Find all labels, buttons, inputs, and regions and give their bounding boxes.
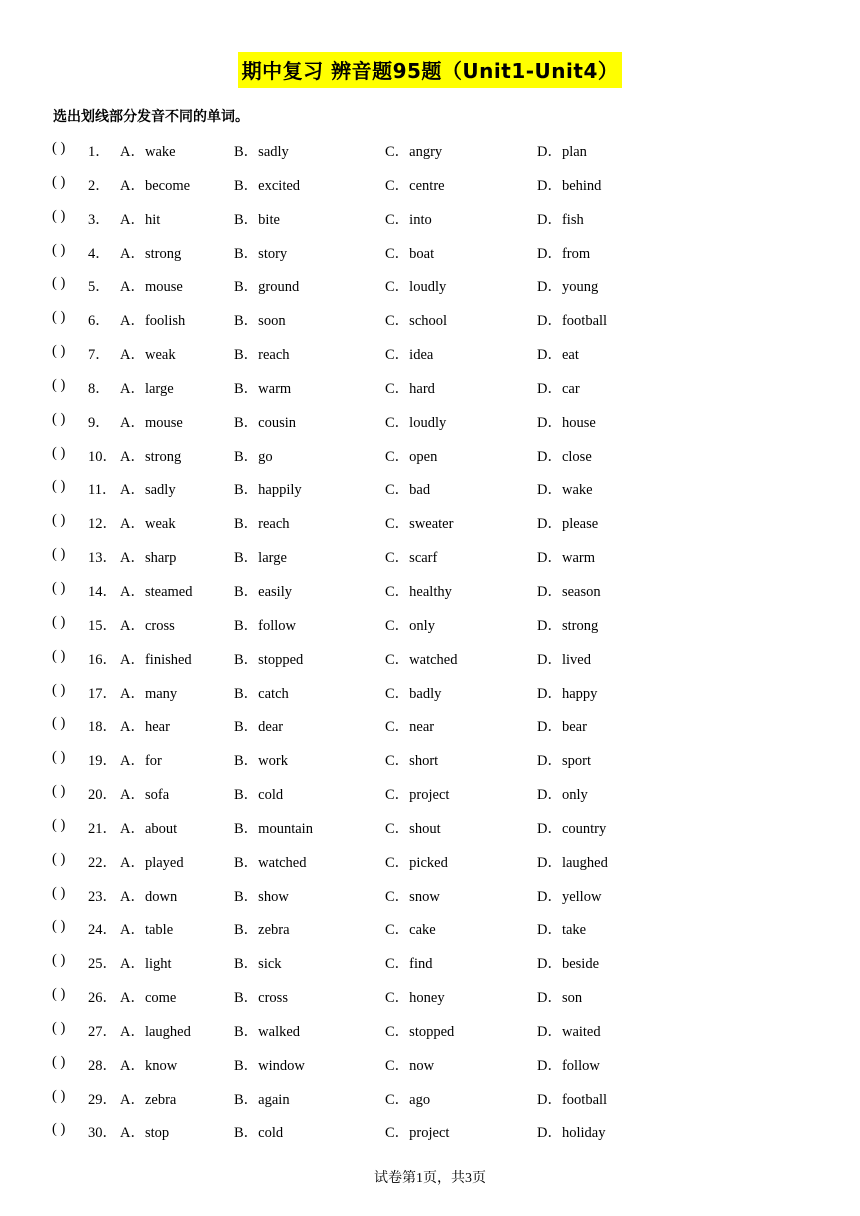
answer-blank[interactable]: ( ) bbox=[52, 647, 66, 664]
option-d: D．waited bbox=[537, 1023, 601, 1040]
answer-blank[interactable]: ( ) bbox=[52, 173, 66, 190]
option-d: D．please bbox=[537, 516, 599, 533]
option-d: D．holiday bbox=[537, 1125, 606, 1142]
answer-blank[interactable]: ( ) bbox=[52, 1087, 66, 1104]
option-c: C．now bbox=[385, 1057, 435, 1074]
answer-blank[interactable]: ( ) bbox=[52, 512, 66, 529]
option-b: B．mountain bbox=[234, 820, 313, 837]
option-a: A．weak bbox=[120, 347, 176, 364]
option-c: C．badly bbox=[385, 685, 442, 702]
question-row bbox=[0, 301, 860, 335]
answer-blank[interactable]: ( ) bbox=[52, 749, 66, 766]
option-c: C．centre bbox=[385, 177, 445, 194]
option-b: B．again bbox=[234, 1091, 290, 1108]
answer-blank[interactable]: ( ) bbox=[52, 986, 66, 1003]
option-d: D．follow bbox=[537, 1057, 600, 1074]
answer-blank[interactable]: ( ) bbox=[52, 343, 66, 360]
question-number: 13． bbox=[88, 550, 117, 567]
option-c: C．project bbox=[385, 787, 450, 804]
answer-blank[interactable]: ( ) bbox=[52, 478, 66, 495]
question-row bbox=[0, 1113, 860, 1147]
option-c: C．scarf bbox=[385, 550, 438, 567]
option-c: C．cake bbox=[385, 922, 436, 939]
answer-blank[interactable]: ( ) bbox=[52, 1121, 66, 1138]
answer-blank[interactable]: ( ) bbox=[52, 1019, 66, 1036]
option-b: B．easily bbox=[234, 583, 292, 600]
question-number: 1． bbox=[88, 144, 110, 160]
question-row bbox=[0, 1046, 860, 1080]
option-c: C．snow bbox=[385, 888, 440, 905]
instruction: 选出划线部分发音不同的单词。 bbox=[53, 109, 249, 125]
question-number: 20． bbox=[88, 787, 117, 804]
option-d: D．only bbox=[537, 787, 588, 804]
question-number: 3． bbox=[88, 211, 110, 228]
option-c: C．hard bbox=[385, 380, 435, 397]
answer-blank[interactable]: ( ) bbox=[52, 952, 66, 969]
option-a: A．sofa bbox=[120, 787, 170, 804]
option-d: D．plan bbox=[537, 144, 587, 160]
option-d: D．season bbox=[537, 583, 601, 600]
option-d: D．warm bbox=[537, 550, 595, 567]
option-d: D．behind bbox=[537, 177, 602, 194]
question-number: 22． bbox=[88, 854, 117, 871]
option-d: D．football bbox=[537, 313, 608, 330]
option-c: C．project bbox=[385, 1125, 450, 1142]
question-row bbox=[0, 234, 860, 268]
option-c: C．loudly bbox=[385, 279, 447, 296]
option-c: C．healthy bbox=[385, 583, 452, 600]
option-d: D．son bbox=[537, 990, 583, 1007]
option-d: D．fish bbox=[537, 211, 584, 228]
option-c: C．find bbox=[385, 956, 433, 973]
question-number: 8． bbox=[88, 380, 110, 397]
option-c: C．bad bbox=[385, 482, 431, 499]
question-row bbox=[0, 606, 860, 640]
option-c: C．idea bbox=[385, 347, 434, 364]
question-number: 12． bbox=[88, 516, 117, 533]
option-a: A．zebra bbox=[120, 1091, 177, 1108]
answer-blank[interactable]: ( ) bbox=[52, 918, 66, 935]
question-row bbox=[0, 166, 860, 200]
question-number: 26． bbox=[88, 990, 117, 1007]
option-d: D．sport bbox=[537, 753, 591, 770]
answer-blank[interactable]: ( ) bbox=[52, 275, 66, 292]
question-row bbox=[0, 877, 860, 911]
option-c: C．short bbox=[385, 753, 439, 770]
option-b: B．cold bbox=[234, 787, 284, 804]
question-number: 21． bbox=[88, 820, 117, 837]
option-b: B．sick bbox=[234, 956, 282, 973]
option-a: A．sharp bbox=[120, 550, 177, 567]
option-a: A．cross bbox=[120, 617, 175, 634]
option-c: C．honey bbox=[385, 990, 445, 1007]
option-a: A．hit bbox=[120, 211, 161, 228]
option-c: C．school bbox=[385, 313, 448, 330]
option-b: B．soon bbox=[234, 313, 286, 330]
option-d: D．house bbox=[537, 414, 596, 431]
question-row bbox=[0, 1012, 860, 1046]
question-number: 30． bbox=[88, 1125, 117, 1142]
option-b: B．go bbox=[234, 448, 273, 465]
question-number: 23． bbox=[88, 888, 117, 905]
question-row bbox=[0, 200, 860, 234]
option-a: A．hear bbox=[120, 719, 170, 736]
question-number: 9． bbox=[88, 414, 110, 431]
question-number: 29． bbox=[88, 1091, 117, 1108]
option-b: B．walked bbox=[234, 1023, 301, 1040]
page-title: 期中复习 辨音题95题（Unit1-Unit4） bbox=[238, 52, 623, 88]
option-a: A．laughed bbox=[120, 1023, 191, 1040]
option-a: A．for bbox=[120, 753, 162, 770]
option-b: B．show bbox=[234, 888, 289, 905]
option-d: D．bear bbox=[537, 719, 587, 736]
question-row bbox=[0, 843, 860, 877]
answer-blank[interactable]: ( ) bbox=[52, 140, 66, 156]
title-wrap bbox=[0, 52, 860, 88]
answer-blank[interactable]: ( ) bbox=[52, 207, 66, 224]
option-a: A．mouse bbox=[120, 279, 183, 296]
question-number: 27． bbox=[88, 1023, 117, 1040]
option-b: B．cross bbox=[234, 990, 288, 1007]
answer-blank[interactable]: ( ) bbox=[52, 579, 66, 596]
option-b: B．reach bbox=[234, 516, 290, 533]
question-row bbox=[0, 944, 860, 978]
answer-blank[interactable]: ( ) bbox=[52, 681, 66, 698]
question-row bbox=[0, 470, 860, 504]
option-c: C．loudly bbox=[385, 414, 447, 431]
option-a: A．table bbox=[120, 922, 174, 939]
option-d: D．country bbox=[537, 820, 607, 837]
option-c: C．into bbox=[385, 211, 432, 228]
question-row bbox=[0, 910, 860, 944]
option-b: B．story bbox=[234, 245, 288, 262]
answer-blank[interactable]: ( ) bbox=[52, 309, 66, 326]
option-b: B．dear bbox=[234, 719, 284, 736]
option-a: A．strong bbox=[120, 448, 182, 465]
question-row bbox=[0, 741, 860, 775]
option-d: D．lived bbox=[537, 651, 591, 668]
option-b: B．sadly bbox=[234, 144, 289, 160]
option-c: C．angry bbox=[385, 144, 443, 160]
question-row bbox=[0, 369, 860, 403]
option-a: A．sadly bbox=[120, 482, 176, 499]
option-a: A．many bbox=[120, 685, 178, 702]
question-row bbox=[0, 538, 860, 572]
answer-blank[interactable]: ( ) bbox=[52, 850, 66, 867]
option-b: B．reach bbox=[234, 347, 290, 364]
answer-blank[interactable]: ( ) bbox=[52, 376, 66, 393]
option-c: C．near bbox=[385, 719, 435, 736]
question-row bbox=[0, 640, 860, 674]
option-d: D．football bbox=[537, 1091, 608, 1108]
option-a: A．weak bbox=[120, 516, 176, 533]
option-a: A．down bbox=[120, 888, 178, 905]
option-b: B．cold bbox=[234, 1125, 284, 1142]
option-c: C．stopped bbox=[385, 1023, 455, 1040]
option-a: A．light bbox=[120, 956, 172, 973]
question-number: 25． bbox=[88, 956, 117, 973]
question-number: 28． bbox=[88, 1057, 117, 1074]
option-d: D．wake bbox=[537, 482, 593, 499]
option-a: A．stop bbox=[120, 1125, 170, 1142]
option-d: D．eat bbox=[537, 347, 579, 364]
question-row bbox=[0, 809, 860, 843]
option-c: C．open bbox=[385, 448, 438, 465]
option-b: B．happily bbox=[234, 482, 302, 499]
question-number: 19． bbox=[88, 753, 117, 770]
option-c: C．watched bbox=[385, 651, 458, 668]
option-b: B．warm bbox=[234, 380, 292, 397]
question-row bbox=[0, 674, 860, 708]
answer-blank[interactable]: ( ) bbox=[52, 613, 66, 630]
option-b: B．bite bbox=[234, 211, 280, 228]
question-number: 4． bbox=[88, 245, 110, 262]
option-d: D．young bbox=[537, 279, 599, 296]
option-d: D．car bbox=[537, 380, 580, 397]
question-number: 6． bbox=[88, 313, 110, 330]
option-b: B．catch bbox=[234, 685, 289, 702]
option-b: B．watched bbox=[234, 854, 307, 871]
question-row bbox=[0, 267, 860, 301]
option-c: C．only bbox=[385, 617, 435, 634]
option-a: A．wake bbox=[120, 144, 176, 160]
option-b: B．ground bbox=[234, 279, 300, 296]
option-d: D．happy bbox=[537, 685, 598, 702]
question-number: 18． bbox=[88, 719, 117, 736]
question-row bbox=[0, 132, 860, 166]
question-row bbox=[0, 572, 860, 606]
option-d: D．close bbox=[537, 448, 592, 465]
question-number: 14． bbox=[88, 583, 117, 600]
answer-blank[interactable]: ( ) bbox=[52, 1053, 66, 1070]
option-a: A．about bbox=[120, 820, 178, 837]
option-c: C．picked bbox=[385, 854, 448, 871]
option-b: B．cousin bbox=[234, 414, 297, 431]
answer-blank[interactable]: ( ) bbox=[52, 241, 66, 258]
option-d: D．laughed bbox=[537, 854, 608, 871]
answer-blank[interactable]: ( ) bbox=[52, 884, 66, 901]
option-c: C．sweater bbox=[385, 516, 454, 533]
page-footer: 试卷第1页，共3页 bbox=[374, 1171, 486, 1186]
question-number: 5． bbox=[88, 279, 110, 296]
option-a: A．mouse bbox=[120, 414, 183, 431]
option-a: A．become bbox=[120, 177, 191, 194]
option-d: D．from bbox=[537, 245, 591, 262]
question-number: 24． bbox=[88, 922, 117, 939]
option-a: A．played bbox=[120, 854, 184, 871]
option-a: A．strong bbox=[120, 245, 182, 262]
question-list bbox=[0, 132, 860, 1147]
question-row bbox=[0, 335, 860, 369]
question-row bbox=[0, 1080, 860, 1114]
question-number: 10． bbox=[88, 448, 117, 465]
option-c: C．ago bbox=[385, 1091, 431, 1108]
question-number: 2． bbox=[88, 177, 110, 194]
answer-blank[interactable]: ( ) bbox=[52, 816, 66, 833]
option-a: A．come bbox=[120, 990, 177, 1007]
question-row bbox=[0, 504, 860, 538]
option-a: A．finished bbox=[120, 651, 192, 668]
question-row bbox=[0, 403, 860, 437]
question-row bbox=[0, 437, 860, 471]
option-b: B．zebra bbox=[234, 922, 290, 939]
option-d: D．strong bbox=[537, 617, 599, 634]
answer-blank[interactable]: ( ) bbox=[52, 410, 66, 427]
option-b: B．excited bbox=[234, 177, 301, 194]
answer-blank[interactable]: ( ) bbox=[52, 546, 66, 563]
option-b: B．work bbox=[234, 753, 288, 770]
answer-blank[interactable]: ( ) bbox=[52, 444, 66, 461]
question-row bbox=[0, 707, 860, 741]
answer-blank[interactable]: ( ) bbox=[52, 783, 66, 800]
option-b: B．large bbox=[234, 550, 287, 567]
option-a: A．foolish bbox=[120, 313, 186, 330]
question-row bbox=[0, 775, 860, 809]
question-number: 16． bbox=[88, 651, 117, 668]
question-number: 11． bbox=[88, 482, 117, 499]
answer-blank[interactable]: ( ) bbox=[52, 715, 66, 732]
option-a: A．steamed bbox=[120, 583, 193, 600]
option-d: D．take bbox=[537, 922, 587, 939]
option-c: C．boat bbox=[385, 245, 435, 262]
option-d: D．beside bbox=[537, 956, 600, 973]
option-a: A．large bbox=[120, 380, 174, 397]
question-number: 17． bbox=[88, 685, 117, 702]
option-b: B．follow bbox=[234, 617, 297, 634]
option-c: C．shout bbox=[385, 820, 441, 837]
question-row bbox=[0, 978, 860, 1012]
option-a: A．know bbox=[120, 1057, 178, 1074]
option-d: D．yellow bbox=[537, 888, 602, 905]
option-b: B．stopped bbox=[234, 651, 304, 668]
question-number: 7． bbox=[88, 347, 110, 364]
option-b: B．window bbox=[234, 1057, 305, 1074]
question-number: 15． bbox=[88, 617, 117, 634]
